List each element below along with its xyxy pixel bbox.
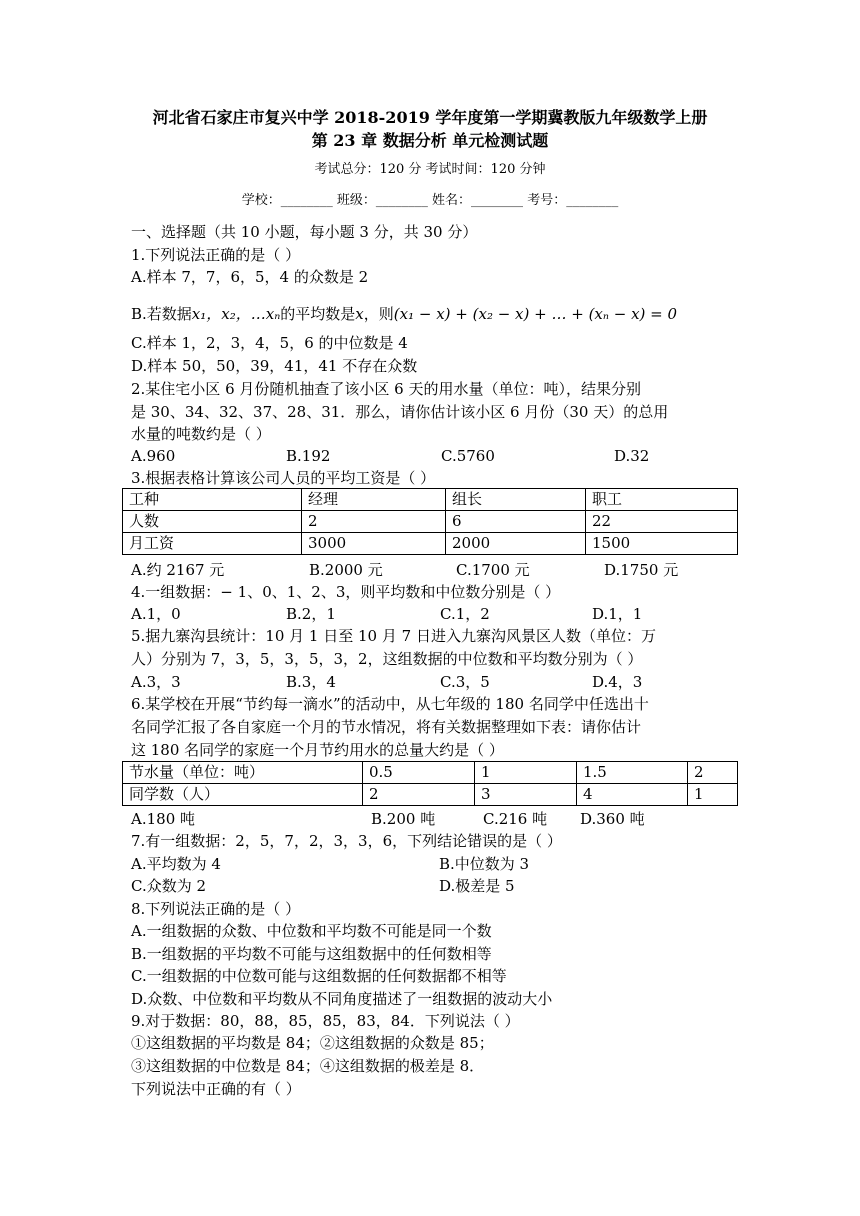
- q9-statement-line-2: ③这组数据的中位数是 84；④这组数据的极差是 8．: [131, 1057, 485, 1075]
- q1-option-d: D.样本 50，50，39，41，41 不存在众数: [131, 357, 418, 375]
- q6-line-2: 名同学汇报了各自家庭一个月的节水情况，将有关数据整理如下表：请你估计: [131, 718, 642, 736]
- q2-line-2: 是 30、34、32、37、28、31．那么，请你估计该小区 6 月份（30 天）的总用: [131, 403, 669, 421]
- q5-option-c: C.3，5: [440, 673, 490, 691]
- table-cell: 1.5: [577, 762, 688, 784]
- q9-line-3: 下列说法中正确的有（ ）: [131, 1080, 301, 1098]
- table-row: [123, 489, 738, 511]
- q9-statement-line-1: ①这组数据的平均数是 84；②这组数据的众数是 85；: [131, 1034, 494, 1052]
- q8-option-d: D.众数、中位数和平均数从不同角度描述了一组数据的波动大小: [131, 990, 553, 1008]
- q1-stem: 1.下列说法正确的是（ ）: [131, 246, 301, 264]
- q5-line-2: 人）分别为 7，3，5，3，5，3，2，这组数据的中位数和平均数分别为（ ）: [131, 650, 643, 668]
- q7-option-d: D.极差是 5: [439, 877, 515, 895]
- q3-option-a: A.约 2167 元: [131, 561, 225, 579]
- q1-b-text-2: 的平均数是: [280, 305, 356, 323]
- q9-stem: 9.对于数据：80，88，85，85，83，84．下列说法（ ）: [131, 1012, 520, 1030]
- q8-option-a: A.一组数据的众数、中位数和平均数不可能是同一个数: [131, 922, 492, 940]
- table-cell: 月工资: [123, 533, 302, 555]
- q4-option-a: A.1，0: [131, 605, 181, 623]
- table-cell: 1: [688, 784, 738, 806]
- table-cell: 2: [688, 762, 738, 784]
- q6-option-a: A.180 吨: [131, 810, 195, 828]
- q2-line-1: 2.某住宅小区 6 月份随机抽查了该小区 6 天的用水量（单位：吨），结果分别: [131, 380, 641, 398]
- q1-b-text-1: B.若数据: [131, 305, 192, 323]
- q2-option-a: A.960: [131, 447, 176, 465]
- q2-line-3: 水量的吨数约是（ ）: [131, 425, 271, 443]
- table-cell: 2: [302, 511, 446, 533]
- table-cell: 6: [446, 511, 586, 533]
- q7-option-a: A.平均数为 4: [131, 855, 221, 873]
- q4-option-c: C.1，2: [440, 605, 490, 623]
- q6-line-1: 6.某学校在开展“节约每一滴水”的活动中，从七年级的 180 名同学中任选出十: [131, 695, 649, 713]
- q1-b-math-3: (𝑥₁ − 𝑥) + (𝑥₂ − 𝑥) + … + (𝑥ₙ − 𝑥) = 0: [393, 305, 678, 323]
- title-line-1: 河北省石家庄市复兴中学 2018-2019 学年度第一学期冀教版九年级数学上册: [152, 108, 708, 127]
- q5-option-b: B.3，4: [286, 673, 336, 691]
- q2-option-d: D.32: [614, 447, 650, 465]
- table-cell: 同学数（人）: [123, 784, 363, 806]
- q3-stem: 3.根据表格计算该公司人员的平均工资是（ ）: [131, 469, 436, 487]
- q3-option-c: C.1700 元: [456, 561, 530, 579]
- q6-option-c: C.216 吨: [483, 810, 548, 828]
- q4-option-d: D.1，1: [592, 605, 643, 623]
- table-cell: 3: [475, 784, 577, 806]
- q6-option-d: D.360 吨: [580, 810, 645, 828]
- table-cell: 组长: [446, 489, 586, 511]
- q3-option-b: B.2000 元: [309, 561, 383, 579]
- q1-b-math-2: 𝑥: [355, 305, 364, 323]
- q1-option-b: [131, 304, 677, 325]
- q1-option-a: A.样本 7，7，6，5，4 的众数是 2: [131, 268, 369, 286]
- q6-water-table: [122, 761, 738, 806]
- q2-option-c: C.5760: [441, 447, 495, 465]
- table-cell: 4: [577, 784, 688, 806]
- student-info: 学校：________ 班级：________ 姓名：________ 考号：________: [241, 193, 619, 208]
- q6-line-3: 这 180 名同学的家庭一个月节约用水的总量大约是（ ）: [131, 741, 504, 759]
- table-cell: 节水量（单位：吨）: [123, 762, 363, 784]
- q7-option-c: C.众数为 2: [131, 877, 207, 895]
- q5-option-a: A.3，3: [131, 673, 181, 691]
- table-cell: 3000: [302, 533, 446, 555]
- table-row: [123, 784, 738, 806]
- title-line-2: 第 23 章 数据分析 单元检测试题: [311, 131, 549, 150]
- q8-stem: 8.下列说法正确的是（ ）: [131, 900, 301, 918]
- table-cell: 0.5: [363, 762, 475, 784]
- q4-stem: 4.一组数据：− 1、0、1、2、3，则平均数和中位数分别是（ ）: [131, 583, 561, 601]
- q1-b-text-3: ，则: [363, 305, 394, 323]
- q3-option-d: D.1750 元: [604, 561, 679, 579]
- table-cell: 人数: [123, 511, 302, 533]
- q7-option-b: B.中位数为 3: [439, 855, 530, 873]
- table-cell: 经理: [302, 489, 446, 511]
- q7-stem: 7.有一组数据：2，5，7，2，3，3，6，下列结论错误的是（ ）: [131, 832, 562, 850]
- q1-b-math-1: 𝑥₁，𝑥₂，…𝑥ₙ: [191, 305, 281, 323]
- q8-option-c: C.一组数据的中位数可能与这组数据的任何数据都不相等: [131, 967, 507, 985]
- table-cell: 2: [363, 784, 475, 806]
- table-row: [123, 511, 738, 533]
- table-cell: 2000: [446, 533, 586, 555]
- table-cell: 1: [475, 762, 577, 784]
- section-heading: 一、选择题（共 10 小题，每小题 3 分，共 30 分）: [131, 223, 478, 241]
- q8-option-b: B.一组数据的平均数不可能与这组数据中的任何数相等: [131, 945, 492, 963]
- q3-salary-table: [122, 488, 738, 555]
- q2-option-b: B.192: [286, 447, 331, 465]
- table-cell: 1500: [586, 533, 738, 555]
- table-cell: 工种: [123, 489, 302, 511]
- exam-info: 考试总分：120 分 考试时间：120 分钟: [314, 162, 546, 177]
- q6-option-b: B.200 吨: [371, 810, 436, 828]
- q4-option-b: B.2，1: [286, 605, 336, 623]
- q1-option-c: C.样本 1，2，3，4，5，6 的中位数是 4: [131, 334, 408, 352]
- q5-line-1: 5.据九寨沟县统计：10 月 1 日至 10 月 7 日进入九寨沟风景区人数（单位：万: [131, 627, 656, 645]
- q5-option-d: D.4，3: [592, 673, 643, 691]
- table-row: [123, 762, 738, 784]
- table-cell: 职工: [586, 489, 738, 511]
- table-row: [123, 533, 738, 555]
- table-cell: 22: [586, 511, 738, 533]
